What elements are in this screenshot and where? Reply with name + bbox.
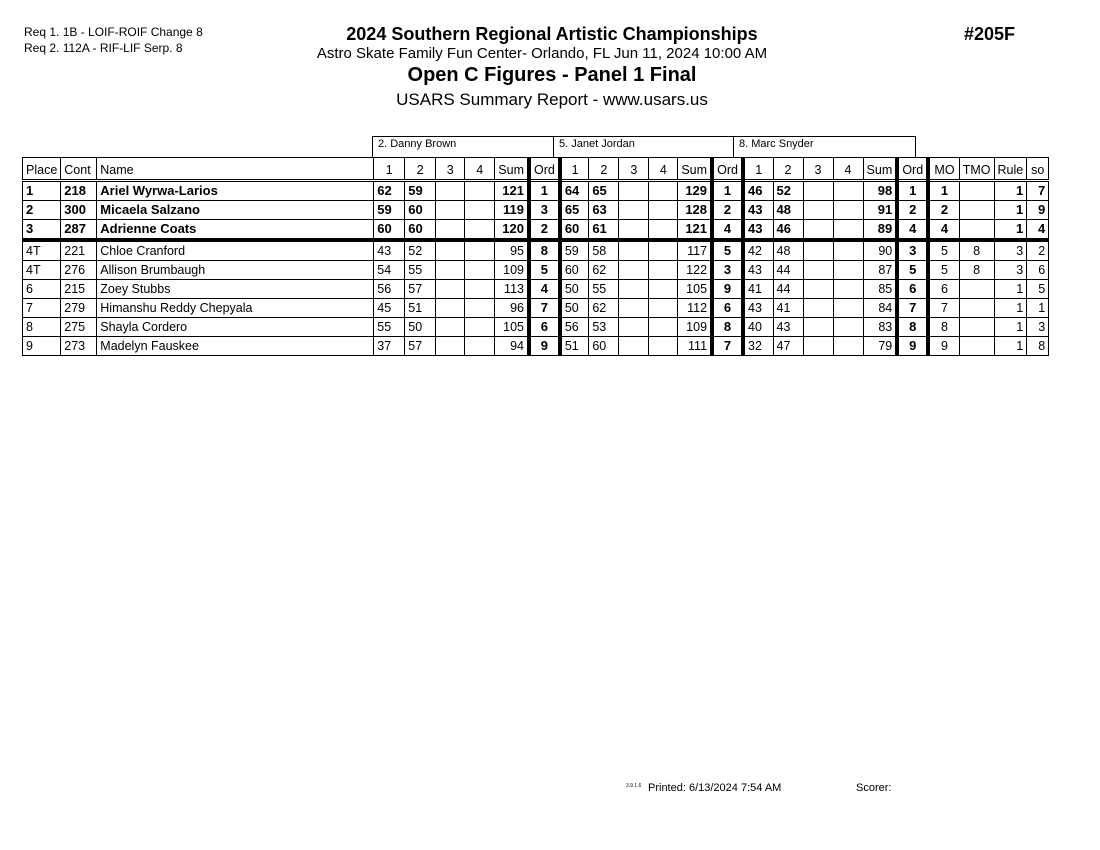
score-f1-cell: 55: [374, 318, 405, 337]
score-f1-cell: 51: [560, 337, 589, 356]
place-cell: 4T: [23, 261, 61, 280]
sum-cell: 117: [678, 240, 712, 261]
score-f4-cell: [833, 299, 863, 318]
sum-cell: 79: [863, 337, 897, 356]
score-f4-cell: [833, 337, 863, 356]
so-cell: 5: [1027, 280, 1049, 299]
col-j2-f3: 3: [619, 158, 649, 181]
score-f3-cell: [436, 299, 465, 318]
score-f4-cell: [465, 220, 495, 241]
col-name: Name: [97, 158, 374, 181]
cont-cell: 218: [61, 181, 97, 201]
place-cell: 8: [23, 318, 61, 337]
score-f2-cell: 51: [405, 299, 436, 318]
ordinal-cell: 3: [897, 240, 928, 261]
judge-header-2: 5. Janet Jordan: [553, 136, 734, 157]
score-f4-cell: [649, 240, 678, 261]
event-number: #205F: [964, 24, 1016, 44]
score-f3-cell: [803, 220, 833, 241]
col-j1-f4: 4: [465, 158, 495, 181]
score-f2-cell: 43: [773, 318, 803, 337]
score-f1-cell: 59: [374, 201, 405, 220]
header-row: [23, 158, 1049, 181]
ordinal-cell: 4: [712, 220, 743, 241]
score-f1-cell: 43: [374, 240, 405, 261]
sum-cell: 85: [863, 280, 897, 299]
requirement-1: Req 1. 1B - LOIF-ROIF Change 8: [24, 25, 203, 39]
score-f1-cell: 64: [560, 181, 589, 201]
table-row: [23, 261, 1049, 280]
ordinal-cell: 7: [712, 337, 743, 356]
score-f4-cell: [833, 280, 863, 299]
col-mo: MO: [928, 158, 959, 181]
score-f1-cell: 43: [743, 201, 773, 220]
score-f1-cell: 32: [743, 337, 773, 356]
sum-cell: 109: [678, 318, 712, 337]
mo-cell: 8: [928, 318, 959, 337]
score-f3-cell: [436, 280, 465, 299]
cont-cell: 287: [61, 220, 97, 241]
ordinal-cell: 8: [529, 240, 560, 261]
name-cell: Ariel Wyrwa-Larios: [97, 181, 374, 201]
sum-cell: 96: [495, 299, 529, 318]
score-f1-cell: 43: [743, 261, 773, 280]
sum-cell: 121: [678, 220, 712, 241]
score-f2-cell: 41: [773, 299, 803, 318]
score-f1-cell: 60: [374, 220, 405, 241]
rule-cell: 1: [994, 318, 1027, 337]
col-j1-sum: Sum: [495, 158, 529, 181]
col-j2-f1: 1: [560, 158, 589, 181]
score-f1-cell: 43: [743, 299, 773, 318]
sum-cell: 83: [863, 318, 897, 337]
score-f2-cell: 58: [589, 240, 619, 261]
mo-cell: 7: [928, 299, 959, 318]
event-title: Open C Figures - Panel 1 Final: [407, 64, 697, 86]
table-row: [23, 240, 1049, 261]
score-f4-cell: [465, 299, 495, 318]
score-f3-cell: [803, 240, 833, 261]
score-f4-cell: [833, 181, 863, 201]
score-f1-cell: 60: [560, 261, 589, 280]
rule-cell: 3: [994, 240, 1027, 261]
ordinal-cell: 7: [529, 299, 560, 318]
col-j2-sum: Sum: [678, 158, 712, 181]
score-f3-cell: [619, 318, 649, 337]
name-cell: Micaela Salzano: [97, 201, 374, 220]
score-f1-cell: 59: [560, 240, 589, 261]
col-place: Place: [23, 158, 61, 181]
score-f1-cell: 46: [743, 181, 773, 201]
sum-cell: 128: [678, 201, 712, 220]
name-cell: Adrienne Coats: [97, 220, 374, 241]
table-row: [23, 220, 1049, 241]
score-f3-cell: [803, 201, 833, 220]
sum-cell: 122: [678, 261, 712, 280]
col-j3-f1: 1: [743, 158, 773, 181]
report-title: USARS Summary Report - www.usars.us: [396, 90, 708, 109]
sum-cell: 121: [495, 181, 529, 201]
cont-cell: 215: [61, 280, 97, 299]
sum-cell: 105: [495, 318, 529, 337]
score-f3-cell: [803, 261, 833, 280]
ordinal-cell: 6: [897, 280, 928, 299]
so-cell: 9: [1027, 201, 1049, 220]
ordinal-cell: 4: [897, 220, 928, 241]
so-cell: 8: [1027, 337, 1049, 356]
ordinal-cell: 5: [529, 261, 560, 280]
venue-line: Astro Skate Family Fun Center- Orlando, FL Jun 11, 2024 10:00 AM: [316, 45, 768, 62]
score-f2-cell: 60: [405, 201, 436, 220]
score-f4-cell: [465, 240, 495, 261]
ordinal-cell: 8: [712, 318, 743, 337]
score-f3-cell: [619, 280, 649, 299]
score-f1-cell: 62: [374, 181, 405, 201]
score-f2-cell: 57: [405, 280, 436, 299]
sum-cell: 120: [495, 220, 529, 241]
sum-cell: 87: [863, 261, 897, 280]
score-f3-cell: [436, 318, 465, 337]
sum-cell: 129: [678, 181, 712, 201]
cont-cell: 279: [61, 299, 97, 318]
col-j2-f4: 4: [649, 158, 678, 181]
results-table: [22, 157, 1049, 356]
rule-cell: 1: [994, 280, 1027, 299]
score-f3-cell: [619, 337, 649, 356]
score-f4-cell: [649, 181, 678, 201]
score-f2-cell: 44: [773, 280, 803, 299]
score-f3-cell: [619, 220, 649, 241]
score-f4-cell: [465, 280, 495, 299]
score-f4-cell: [649, 337, 678, 356]
score-f2-cell: 52: [773, 181, 803, 201]
ordinal-cell: 3: [529, 201, 560, 220]
ordinal-cell: 9: [529, 337, 560, 356]
table-row: [23, 201, 1049, 220]
score-f4-cell: [649, 280, 678, 299]
score-f1-cell: 56: [374, 280, 405, 299]
mo-cell: 2: [928, 201, 959, 220]
score-f2-cell: 47: [773, 337, 803, 356]
so-cell: 4: [1027, 220, 1049, 241]
tmo-cell: [959, 181, 994, 201]
score-f2-cell: 48: [773, 240, 803, 261]
so-cell: 1: [1027, 299, 1049, 318]
score-f1-cell: 40: [743, 318, 773, 337]
judge-header-3: 8. Marc Snyder: [733, 136, 916, 157]
score-f3-cell: [803, 181, 833, 201]
col-rule: Rule: [994, 158, 1027, 181]
ordinal-cell: 5: [897, 261, 928, 280]
rule-cell: 1: [994, 337, 1027, 356]
table-row: [23, 181, 1049, 201]
score-f3-cell: [436, 181, 465, 201]
ordinal-cell: 6: [712, 299, 743, 318]
name-cell: Himanshu Reddy Chepyala: [97, 299, 374, 318]
rule-cell: 1: [994, 201, 1027, 220]
score-f4-cell: [649, 299, 678, 318]
sum-cell: 90: [863, 240, 897, 261]
score-f3-cell: [436, 240, 465, 261]
score-f2-cell: 60: [405, 220, 436, 241]
score-f4-cell: [465, 201, 495, 220]
sum-cell: 109: [495, 261, 529, 280]
score-f2-cell: 59: [405, 181, 436, 201]
col-j3-ord: Ord: [897, 158, 928, 181]
col-so: so: [1027, 158, 1049, 181]
ordinal-cell: 2: [712, 201, 743, 220]
col-j1-f2: 2: [405, 158, 436, 181]
score-f1-cell: 41: [743, 280, 773, 299]
col-cont: Cont: [61, 158, 97, 181]
score-f3-cell: [619, 201, 649, 220]
mo-cell: 9: [928, 337, 959, 356]
score-f2-cell: 48: [773, 201, 803, 220]
cont-cell: 275: [61, 318, 97, 337]
sum-cell: 113: [495, 280, 529, 299]
score-f4-cell: [649, 318, 678, 337]
ordinal-cell: 6: [529, 318, 560, 337]
score-f1-cell: 50: [560, 299, 589, 318]
ordinal-cell: 5: [712, 240, 743, 261]
sum-cell: 98: [863, 181, 897, 201]
sum-cell: 119: [495, 201, 529, 220]
score-f3-cell: [619, 261, 649, 280]
col-j2-ord: Ord: [712, 158, 743, 181]
version-label: 3.9.1.6: [626, 783, 642, 789]
score-f2-cell: 63: [589, 201, 619, 220]
name-cell: Madelyn Fauskee: [97, 337, 374, 356]
col-tmo: TMO: [959, 158, 994, 181]
score-f1-cell: 42: [743, 240, 773, 261]
cont-cell: 276: [61, 261, 97, 280]
score-f3-cell: [803, 299, 833, 318]
place-cell: 3: [23, 220, 61, 241]
place-cell: 1: [23, 181, 61, 201]
table-row: [23, 318, 1049, 337]
sum-cell: 112: [678, 299, 712, 318]
sum-cell: 111: [678, 337, 712, 356]
score-f2-cell: 52: [405, 240, 436, 261]
sum-cell: 94: [495, 337, 529, 356]
ordinal-cell: 1: [712, 181, 743, 201]
tmo-cell: [959, 299, 994, 318]
score-f3-cell: [619, 299, 649, 318]
score-f4-cell: [465, 261, 495, 280]
score-f4-cell: [833, 261, 863, 280]
score-f2-cell: 44: [773, 261, 803, 280]
score-f1-cell: 60: [560, 220, 589, 241]
score-f4-cell: [465, 181, 495, 201]
col-j1-ord: Ord: [529, 158, 560, 181]
sum-cell: 84: [863, 299, 897, 318]
so-cell: 6: [1027, 261, 1049, 280]
score-f4-cell: [833, 240, 863, 261]
name-cell: Chloe Cranford: [97, 240, 374, 261]
rule-cell: 1: [994, 220, 1027, 241]
score-f3-cell: [436, 261, 465, 280]
sum-cell: 91: [863, 201, 897, 220]
ordinal-cell: 1: [897, 181, 928, 201]
ordinal-cell: 8: [897, 318, 928, 337]
score-f2-cell: 50: [405, 318, 436, 337]
score-f2-cell: 57: [405, 337, 436, 356]
cont-cell: 300: [61, 201, 97, 220]
score-f1-cell: 56: [560, 318, 589, 337]
score-f1-cell: 43: [743, 220, 773, 241]
tmo-cell: [959, 201, 994, 220]
name-cell: Zoey Stubbs: [97, 280, 374, 299]
score-f2-cell: 46: [773, 220, 803, 241]
sum-cell: 89: [863, 220, 897, 241]
col-j3-sum: Sum: [863, 158, 897, 181]
score-f2-cell: 55: [589, 280, 619, 299]
table-row: [23, 337, 1049, 356]
competition-title: 2024 Southern Regional Artistic Championships: [346, 24, 758, 44]
score-f2-cell: 55: [405, 261, 436, 280]
score-f3-cell: [803, 337, 833, 356]
score-f4-cell: [833, 220, 863, 241]
score-f2-cell: 53: [589, 318, 619, 337]
ordinal-cell: 2: [897, 201, 928, 220]
ordinal-cell: 9: [897, 337, 928, 356]
place-cell: 7: [23, 299, 61, 318]
score-f3-cell: [619, 181, 649, 201]
place-cell: 9: [23, 337, 61, 356]
tmo-cell: 8: [959, 261, 994, 280]
table-row: [23, 280, 1049, 299]
tmo-cell: [959, 280, 994, 299]
score-f4-cell: [649, 261, 678, 280]
score-f3-cell: [619, 240, 649, 261]
score-f4-cell: [649, 201, 678, 220]
col-j3-f3: 3: [803, 158, 833, 181]
score-f3-cell: [436, 201, 465, 220]
col-j3-f2: 2: [773, 158, 803, 181]
tmo-cell: [959, 318, 994, 337]
score-f3-cell: [436, 337, 465, 356]
mo-cell: 1: [928, 181, 959, 201]
ordinal-cell: 7: [897, 299, 928, 318]
mo-cell: 6: [928, 280, 959, 299]
requirement-2: Req 2. 112A - RIF-LIF Serp. 8: [24, 41, 183, 55]
score-f4-cell: [465, 337, 495, 356]
ordinal-cell: 3: [712, 261, 743, 280]
name-cell: Allison Brumbaugh: [97, 261, 374, 280]
col-j1-f3: 3: [436, 158, 465, 181]
score-f2-cell: 65: [589, 181, 619, 201]
cont-cell: 273: [61, 337, 97, 356]
score-f4-cell: [833, 201, 863, 220]
score-f1-cell: 54: [374, 261, 405, 280]
score-f1-cell: 37: [374, 337, 405, 356]
tmo-cell: 8: [959, 240, 994, 261]
cont-cell: 221: [61, 240, 97, 261]
score-f2-cell: 62: [589, 261, 619, 280]
sum-cell: 105: [678, 280, 712, 299]
sum-cell: 95: [495, 240, 529, 261]
name-cell: Shayla Cordero: [97, 318, 374, 337]
score-f4-cell: [465, 318, 495, 337]
printed-timestamp: Printed: 6/13/2024 7:54 AM: [648, 782, 782, 794]
so-cell: 7: [1027, 181, 1049, 201]
ordinal-cell: 4: [529, 280, 560, 299]
col-j1-f1: 1: [374, 158, 405, 181]
scorer-label: Scorer:: [856, 782, 892, 794]
score-f3-cell: [436, 220, 465, 241]
so-cell: 2: [1027, 240, 1049, 261]
place-cell: 6: [23, 280, 61, 299]
mo-cell: 4: [928, 220, 959, 241]
mo-cell: 5: [928, 240, 959, 261]
col-j3-f4: 4: [833, 158, 863, 181]
rule-cell: 1: [994, 181, 1027, 201]
score-f2-cell: 61: [589, 220, 619, 241]
ordinal-cell: 9: [712, 280, 743, 299]
tmo-cell: [959, 220, 994, 241]
score-f1-cell: 65: [560, 201, 589, 220]
score-f1-cell: 45: [374, 299, 405, 318]
score-f4-cell: [649, 220, 678, 241]
score-f3-cell: [803, 280, 833, 299]
so-cell: 3: [1027, 318, 1049, 337]
score-f3-cell: [803, 318, 833, 337]
place-cell: 4T: [23, 240, 61, 261]
place-cell: 2: [23, 201, 61, 220]
score-f1-cell: 50: [560, 280, 589, 299]
score-f2-cell: 62: [589, 299, 619, 318]
score-f2-cell: 60: [589, 337, 619, 356]
rule-cell: 3: [994, 261, 1027, 280]
score-f4-cell: [833, 318, 863, 337]
col-j2-f2: 2: [589, 158, 619, 181]
ordinal-cell: 2: [529, 220, 560, 241]
ordinal-cell: 1: [529, 181, 560, 201]
rule-cell: 1: [994, 299, 1027, 318]
mo-cell: 5: [928, 261, 959, 280]
judge-header-1: 2. Danny Brown: [372, 136, 554, 157]
table-row: [23, 299, 1049, 318]
tmo-cell: [959, 337, 994, 356]
